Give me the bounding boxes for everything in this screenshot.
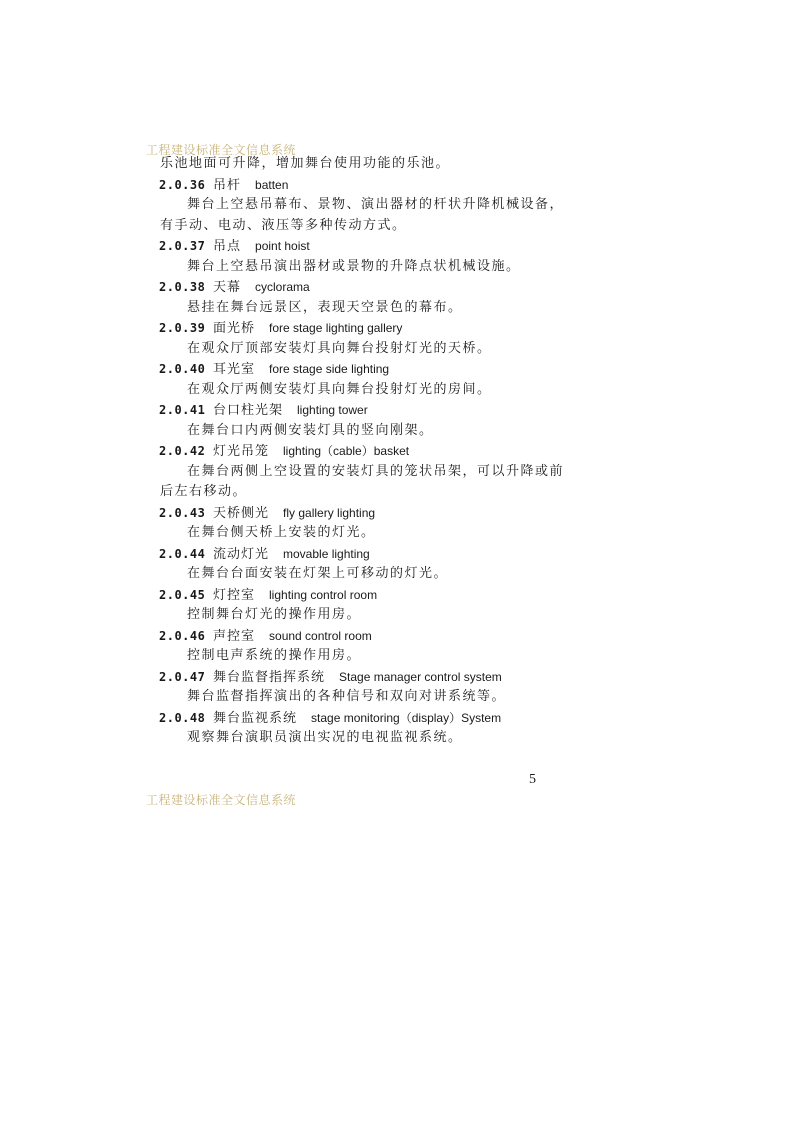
term-english: fore stage lighting gallery — [269, 321, 403, 335]
term-entry — [159, 587, 377, 604]
clause-number: 2.0.45 — [159, 587, 206, 602]
term-entry — [159, 628, 372, 645]
watermark-bottom: 工程建设标准全文信息系统 — [146, 793, 297, 807]
page-number: 5 — [529, 772, 536, 787]
term-entry — [159, 279, 310, 296]
clause-number: 2.0.36 — [159, 177, 206, 192]
term-english: fly gallery lighting — [283, 505, 376, 520]
term-chinese: 天桥侧光 — [213, 505, 270, 521]
clause-number: 2.0.44 — [159, 546, 206, 561]
term-english: lighting（cable）basket — [283, 444, 410, 458]
definition-text: 后左右移动。 — [160, 484, 248, 499]
term-english: lighting tower — [297, 403, 368, 417]
definition-text: 乐池地面可升降，增加舞台使用功能的乐池。 — [160, 156, 451, 171]
definition-text: 舞台监督指挥演出的各种信号和双向对讲系统等。 — [187, 689, 507, 704]
term-chinese: 灯光吊笼 — [213, 444, 270, 459]
definition-text: 观察舞台演职员演出实况的电视监视系统。 — [187, 730, 463, 745]
term-chinese: 舞台监督指挥系统 — [213, 669, 326, 685]
term-entry — [159, 320, 402, 337]
definition-text: 在舞台两侧上空设置的安装灯具的笼状吊架，可以升降或前 — [187, 463, 565, 479]
clause-number: 2.0.43 — [159, 505, 206, 520]
definition-text: 在舞台侧天桥上安装的灯光。 — [187, 525, 376, 540]
definition-text: 控制电声系统的操作用房。 — [187, 648, 362, 663]
term-entry — [159, 505, 375, 522]
clause-number: 2.0.39 — [159, 321, 206, 335]
term-entry — [159, 546, 370, 563]
clause-number: 2.0.42 — [159, 444, 206, 458]
term-english: batten — [255, 177, 289, 192]
term-chinese: 台口柱光架 — [213, 403, 284, 418]
definition-text: 舞台上空悬吊演出器材或景物的升降点状机械设施。 — [187, 258, 521, 274]
term-entry — [159, 669, 502, 686]
term-english: cyclorama — [255, 280, 310, 294]
term-chinese: 面光桥 — [213, 321, 256, 336]
term-chinese: 吊杆 — [213, 177, 242, 193]
term-english: fore stage side lighting — [269, 362, 390, 376]
definition-text: 有手动、电动、液压等多种传动方式。 — [160, 217, 407, 233]
term-english: sound control room — [269, 628, 372, 643]
term-entry — [159, 177, 288, 194]
term-chinese: 声控室 — [213, 628, 256, 644]
term-english: Stage manager control system — [339, 669, 502, 684]
definition-text: 在观众厅顶部安装灯具向舞台投射灯光的天桥。 — [187, 340, 492, 356]
definition-text: 在舞台口内两侧安装灯具的竖向刚架。 — [187, 422, 434, 438]
clause-number: 2.0.38 — [159, 280, 206, 294]
clause-number: 2.0.37 — [159, 239, 206, 253]
term-chinese: 吊点 — [213, 239, 242, 254]
definition-text: 在观众厅两侧安装灯具向舞台投射灯光的房间。 — [187, 381, 492, 397]
term-english: point hoist — [255, 239, 310, 253]
term-english: movable lighting — [283, 546, 370, 561]
clause-number: 2.0.41 — [159, 403, 206, 417]
term-entry — [159, 710, 501, 727]
definition-text: 悬挂在舞台远景区，表现天空景色的幕布。 — [187, 299, 463, 315]
term-english: lighting control room — [269, 587, 378, 602]
term-english: stage monitoring（display）System — [311, 710, 502, 725]
watermark-top: 工程建设标准全文信息系统 — [146, 143, 297, 157]
clause-number: 2.0.40 — [159, 362, 206, 376]
term-entry — [159, 238, 310, 255]
definition-text: 舞台上空悬吊幕布、景物、演出器材的杆状升降机械设备， — [187, 197, 565, 212]
clause-number: 2.0.47 — [159, 669, 206, 684]
term-entry — [159, 402, 368, 419]
clause-number: 2.0.46 — [159, 628, 206, 643]
term-chinese: 舞台监视系统 — [213, 710, 298, 726]
term-chinese: 灯控室 — [213, 587, 256, 603]
clause-number: 2.0.48 — [159, 710, 206, 725]
definition-text: 控制舞台灯光的操作用房。 — [187, 607, 362, 622]
term-entry — [159, 361, 389, 378]
definition-text: 在舞台台面安装在灯架上可移动的灯光。 — [187, 566, 449, 581]
term-chinese: 天幕 — [213, 280, 242, 295]
term-chinese: 流动灯光 — [213, 546, 270, 562]
term-chinese: 耳光室 — [213, 362, 256, 377]
term-entry — [159, 443, 409, 460]
